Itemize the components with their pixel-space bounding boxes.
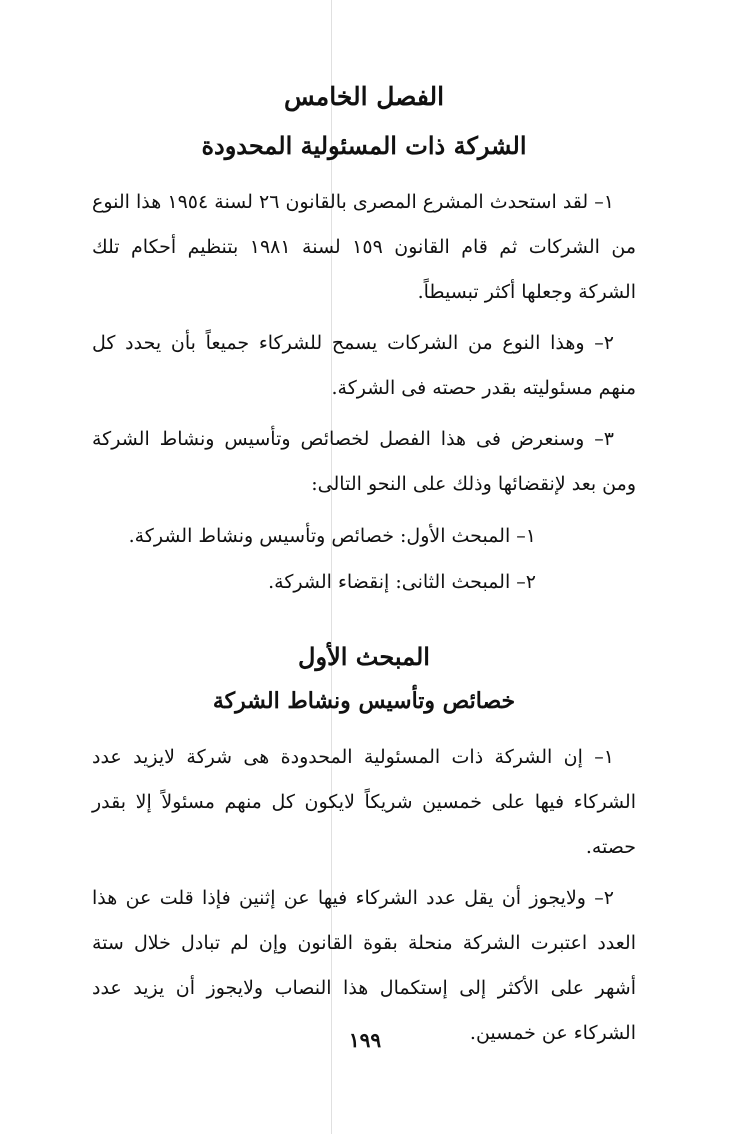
- page-number: ١٩٩: [348, 1028, 382, 1052]
- page-content: [92, 70, 636, 1062]
- section-paragraph-1: ١– إن الشركة ذات المسئولية المحدودة هى شركة لايزيد عدد الشركاء فيها على خمسين شريكاً لايكون كل منهم مسئولاً إلا بقدر حصته.: [92, 746, 636, 858]
- chapter-title: الفصل الخامس: [283, 82, 445, 111]
- intro-paragraph-1: ١– لقد استحدث المشرع المصرى بالقانون ٢٦ لسنة ١٩٥٤ هذا النوع من الشركات ثم قام القانون ١٥٩ لسنة ١٩٨١ بتنظيم أحكام تلك الشركة وجعلها أكثر تبسيطاً.: [92, 191, 637, 303]
- chapter-subtitle: الشركة ذات المسئولية المحدودة: [201, 131, 527, 160]
- outline-item-2: ٢– المبحث الثانى: إنقضاء الشركة.: [268, 571, 536, 593]
- section-paragraph-2: ٢– ولايجوز أن يقل عدد الشركاء فيها عن إثنين فإذا قلت عن هذا العدد اعتبرت الشركة منحلة بقوة القانون وإن لم تبادل خلال ستة أشهر على الأكثر إلى إستكمال هذا النصاب ولايجوز أن يزيد عدد الشركاء عن خمسين.: [92, 887, 636, 1044]
- intro-paragraph-3: ٣– وسنعرض فى هذا الفصل لخصائص وتأسيس ونشاط الشركة ومن بعد لإنقضائها وذلك على النحو التالى:: [92, 428, 636, 495]
- outline-item-1: ١– المبحث الأول: خصائص وتأسيس ونشاط الشركة.: [128, 525, 536, 547]
- section-subtitle: خصائص وتأسيس ونشاط الشركة: [212, 688, 516, 714]
- intro-paragraph-2: ٢– وهذا النوع من الشركات يسمح للشركاء جميعاً بأن يحدد كل منهم مسئوليته بقدر حصته فى الشركة.: [92, 332, 636, 399]
- section-title: المبحث الأول: [298, 642, 430, 671]
